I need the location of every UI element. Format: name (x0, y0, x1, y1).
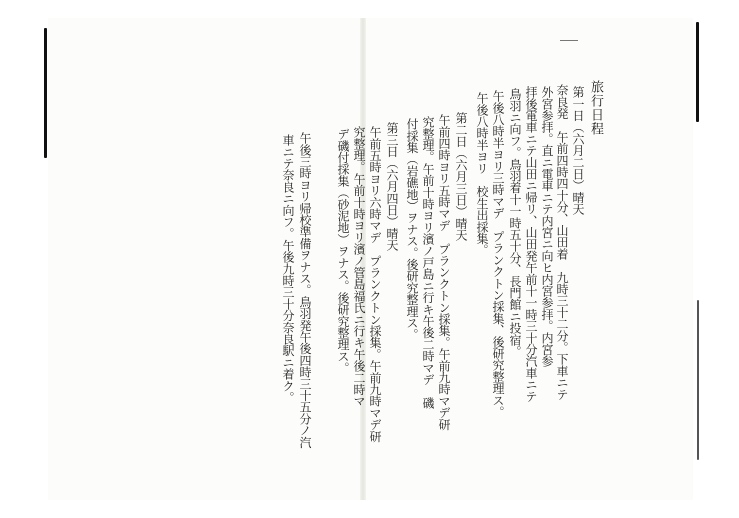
stray-mark (560, 40, 578, 41)
document-title: 旅行日程 (588, 80, 603, 136)
text-line: 究整理。午前十時ヨリ濱ノ管島福氏ニ行キ午後二時マ (352, 126, 366, 407)
text-line: 拝後電車ニテ山田ニ帰リ、山田発午前十一時三十分汽車ニテ (524, 86, 538, 402)
left-scan-edge (44, 28, 47, 158)
text-line: 外宮参拝。直ニ電車ニテ内宮ニ向ヒ内宮参拝。内宮参 (540, 86, 554, 367)
right-scan-edge (696, 22, 699, 122)
text-line: 午後八時半ヨリ 校生出採集。 (475, 92, 489, 256)
day1-heading: 第一日（六月二日）晴天 (571, 86, 585, 215)
text-line: 奈良発 午前四時四十分、山田着 九時三十二分。下車ニテ (555, 84, 569, 400)
text-line: 究整理。午前十時ヨリ濱ノ戸島ニ行キ午後二時マデ 磯 (421, 116, 435, 409)
text-line: 付採集（岩礁地）ヲナス。後研究整理ス。 (405, 118, 419, 341)
text-line: 鳥羽ニ向フ。鳥羽着十一時五十分、長門館ニ投宿。 (508, 88, 522, 358)
right-scan-edge-lower (697, 300, 699, 460)
text-line: 午後三時ヨリ帰校準備ヲナス。鳥羽発午後四時三十五分ノ汽 (298, 132, 312, 448)
day3-heading: 第三日（六月四日）晴天 (385, 122, 399, 251)
left-page-blank (48, 18, 366, 500)
text-line: 車ニテ奈良ニ向フ。午後九時三十分奈良駅ニ着ク。 (281, 134, 295, 404)
text-line: 午前四時ヨリ五時マデ プランクトン採集。午前九時マデ研 (437, 114, 451, 430)
text-line: デ磯付採集（砂泥地）ヲナス。後研究整理ス。 (336, 128, 350, 374)
day2-heading: 第二日（六月三日）晴天 (454, 112, 468, 241)
text-line: 午後八時半ヨリ三時マデ プランクトン採集、後研究整理ス。 (491, 90, 505, 418)
text-line: 午前五時ヨリ六時マデ プランクトン採集。午前九時マデ研 (368, 126, 382, 442)
